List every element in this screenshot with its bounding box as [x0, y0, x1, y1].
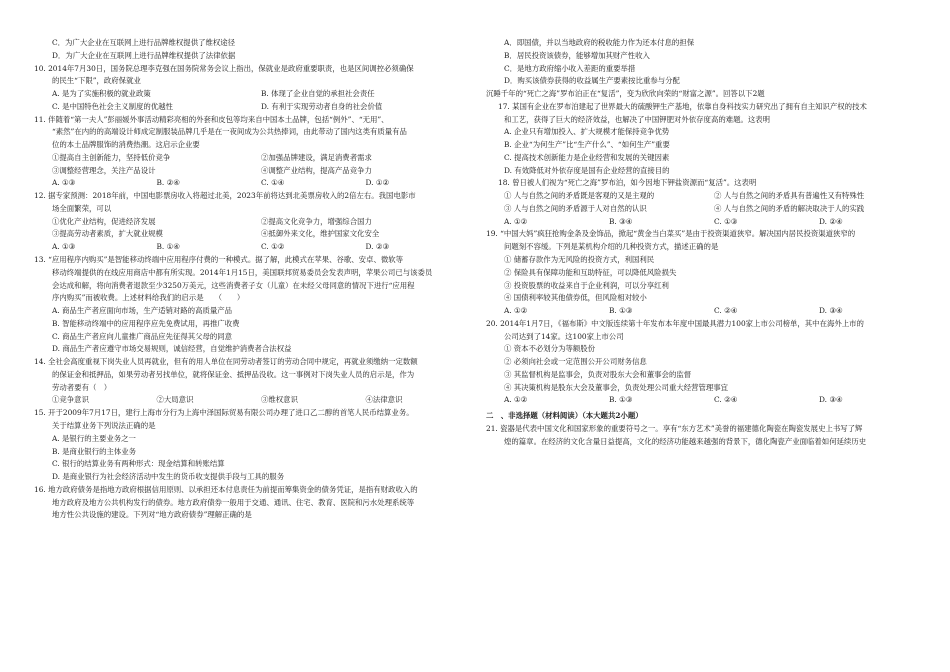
q20-option-c: C. ②④ — [714, 395, 738, 405]
q21-stem-line: 煌的篇章。在经济的文化含量日益提高，文化的经济功能越来越强的背景下，德化陶瓷产业面临着如何延续历史 — [504, 436, 867, 446]
q12-options-row — [34, 242, 470, 252]
q19-option-c: C. ②④ — [714, 306, 738, 316]
q14-stem-line: 的保证金和抵押品，如果劳动者另找单位，就将保证金、抵押品没收。这一事例对下岗失业人员的启示是，作为 — [52, 369, 415, 379]
q16-stem-line: 地方政府及地方公共机构发行的债券。地方政府债券一般用于交通、通讯、住宅、教育、医院和污水处理系统等 — [52, 497, 415, 507]
q13-stem-line: 序内购买”而被收费。上述材料给我们的启示是 （ ） — [52, 293, 245, 303]
q15-option-c: C. 银行的结算业务有两种形式：现金结算和转账结算 — [52, 459, 225, 469]
q18-item-3: ③ 人与自然之间的矛盾源于人对自然的认识 — [504, 203, 647, 213]
q14-option-4: ④法律意识 — [365, 395, 403, 405]
question-20 — [486, 319, 924, 405]
q10-options-row — [34, 102, 470, 112]
q17-stem-line: 和工艺，获得了巨大的经济效益，也解决了中国钾肥对外依存度高的难题。这表明 — [504, 114, 771, 124]
question-15 — [34, 408, 470, 482]
q20-item-3: ③ 其监督机构是监事会，负责对股东大会和董事会的监督 — [504, 369, 692, 379]
q10-option-c: C. 是中国特色社会主义制度的优越性 — [52, 101, 173, 111]
q11-stem-line: 11. 伴随着“第一夫人”彭丽媛外事活动精彩亮相的外套和皮包等均来自中国本土品牌，包括“例外”、“无用”、 — [34, 114, 389, 124]
q18-item-1: ① 人与自然之间的矛盾既是客观的又是主观的 — [504, 191, 655, 201]
q10-stem-line: 10. 2014年7月30日，国务院总理李克强在国务院常务会议上指出，保就业是政府重要职责，也是区间调控必须确保 — [34, 63, 414, 73]
q18-options-row — [486, 217, 924, 227]
q15-stem-line: 15. 开于2009年7月17日，建行上海市分行为上海中泽国际贸易有限公司办理了进口乙二醇的首笔人民币结算业务。 — [34, 408, 414, 418]
q10-option-a: A. 是为了实施积极的就业政策 — [52, 89, 151, 99]
q16-option-b: B．居民投资该债券，能够增加其财产性收入 — [504, 50, 650, 60]
question-13 — [34, 255, 470, 354]
question-17 — [486, 102, 924, 176]
q12-option-d: D. ②③ — [365, 242, 390, 252]
right-column — [486, 38, 924, 450]
q18-option-a: A. ①② — [504, 216, 528, 226]
q10-option-b: B. 体现了企业自觉的承担社会责任 — [261, 89, 375, 99]
q18-option-d: D. ②④ — [819, 216, 843, 226]
q14-stem-line: 14. 全社会高度重视下岗失业人员再就业，但有的用人单位在同劳动者签订的劳动合同中规定，再就业须缴纳一定数额 — [34, 357, 418, 367]
q19-options-row — [486, 306, 924, 316]
q12-item-2: ②提高文化竞争力，增强综合国力 — [261, 216, 372, 226]
question-11 — [34, 115, 470, 189]
q20-options-row — [486, 395, 924, 405]
q12-items-row — [34, 217, 470, 227]
q13-stem-line: 会达成和解，将向消费者退款至少3250万美元，这些消费者子女（儿童）在未经父母同意的情况下进行“应用程 — [52, 280, 415, 290]
q11-option-c: C. ①④ — [261, 178, 285, 188]
q12-stem-line: 场全面繁荣，可以 — [52, 203, 112, 213]
q14-option-2: ②大局意识 — [156, 395, 194, 405]
q16-option-d: D．购买该债券获得的收益属生产要素按比重参与分配 — [504, 76, 680, 86]
q11-option-b: B. ②④ — [156, 178, 180, 188]
q12-item-4: ④抵御外来文化，维护国家文化安全 — [261, 229, 380, 239]
q18-option-b: B. ③④ — [609, 216, 633, 226]
q13-option-b: B. 智能移动终端中的应用程序应先免费试用，再推广收费 — [52, 318, 240, 328]
q17-option-b: B. 企业“为何生产”比“生产什么”、“如何生产”重要 — [504, 140, 670, 150]
q10-options-row — [34, 89, 470, 99]
q12-item-1: ①优化产业结构，促进经济发展 — [52, 216, 156, 226]
q11-items-row — [34, 153, 470, 163]
q18-option-c: C. ①③ — [714, 216, 738, 226]
q19-item-3: ③ 投资股票的收益来自于企业利润，可以分享红利 — [504, 280, 669, 290]
q16-option-a: A．即国债，并以当地政府的税收能力作为还本付息的担保 — [504, 38, 695, 47]
q19-stem-line: 问题刻不容缓。下列是某机构介绍的几种投资方式，描述正确的是 — [504, 242, 719, 252]
q15-stem-line: 关于结算业务下列说法正确的是 — [52, 420, 156, 430]
q11-item-3: ③调整经营理念，关注产品设计 — [52, 165, 156, 175]
q20-item-1: ① 资本不必划分为等额股份 — [504, 344, 596, 354]
q9-option-c: C．为广大企业在互联网上进行品牌维权提供了维权途径 — [52, 38, 236, 47]
q19-stem-line: 19. “中国大妈”疯狂抢购金条及金饰品，掀起“黄金当白菜买”是由于投资渠道狭窄。解决国内居民投资渠道狭窄的 — [486, 229, 856, 239]
q10-option-d: D. 有利于实现劳动者自身的社会价值 — [261, 101, 383, 111]
q15-option-a: A. 是银行的主要业务之一 — [52, 433, 136, 443]
q19-item-4: ④ 国债利率较其他债券低，但风险相对较小 — [504, 293, 647, 303]
q16-stem-line: 地方性公共设施的建设。下列对“地方政府债券”理解正确的是 — [52, 510, 252, 520]
q20-option-d: D. ③④ — [819, 395, 843, 405]
q18-items-row — [486, 191, 924, 201]
q20-option-b: B. ①③ — [609, 395, 633, 405]
q18-item-4: ④ 人与自然之间的矛盾的解决取决于人的实践 — [714, 203, 865, 213]
q14-stem-line: 劳动者要有（ ） — [52, 382, 112, 392]
question-21 — [486, 424, 924, 447]
q14-option-3: ③维权意识 — [261, 395, 298, 405]
q13-stem-line: 13. “应用程序内购买”是智能移动终端中应用程序付费的一种模式。据了解，此模式在苹果、谷歌、安卓、微软等 — [34, 255, 404, 265]
q19-option-a: A. ①② — [504, 306, 528, 316]
q21-stem-line: 21. 瓷器是代表中国文化和国家形象的重要符号之一。享有“东方艺术”美誉的福建德化陶瓷在陶瓷发展史上书写了辉 — [486, 423, 863, 433]
question-16-tail — [486, 38, 924, 86]
q18-item-2: ② 人与自然之间的矛盾具有普遍性又有特殊性 — [714, 191, 865, 201]
q13-option-a: A. 商品生产者应面向市场，生产适销对路的高质量产品 — [52, 306, 233, 316]
q20-stem-line: 20. 2014年1月7日，《福布斯》中文版连续第十年发布本年度中国最具潜力100家上市公司榜单，其中在海外上市的 — [486, 318, 864, 328]
q18-items-row — [486, 204, 924, 214]
q12-item-3: ③提高劳动者素质，扩大就业规模 — [52, 229, 163, 239]
q14-options-row — [34, 395, 470, 405]
q19-option-b: B. ①③ — [609, 306, 633, 316]
q15-option-d: D. 是商业银行为社会经济活动中发生的货币收支提供手段与工具的服务 — [52, 472, 285, 482]
q11-option-d: D. ①② — [365, 178, 390, 188]
q16-stem-line: 16. 地方政府债务是指地方政府根据信用原则、以承担还本付息责任为前提而筹集资金的债务凭证，是指有财政收入的 — [34, 484, 418, 494]
q11-option-a: A. ①③ — [52, 178, 76, 188]
question-18 — [486, 178, 924, 226]
question-10 — [34, 64, 470, 112]
q11-item-2: ②加强品牌建设，满足消费者需求 — [261, 152, 372, 162]
question-9-tail — [34, 38, 470, 61]
q12-option-b: B. ①④ — [156, 242, 180, 252]
q12-option-a: A. ①③ — [52, 242, 76, 252]
question-16 — [34, 485, 470, 520]
q12-stem-line: 12. 据专家预测：2018年前，中国电影票房收入将超过北美，2023年前将达到北美票房收入的2倍左右。我国电影市 — [34, 191, 416, 201]
q12-items-row — [34, 229, 470, 239]
q13-stem-line: 移动终端提供的在线应用商店中都有所实现。2014年1月15日，美国联邦贸易委员会发表声明，苹果公司已与该委员 — [52, 267, 433, 277]
q19-item-2: ② 保险具有保障功能和互助特征，可以降低风险损失 — [504, 267, 677, 277]
q11-stem-line: “素然”在内的的高端设计师成定制服装品牌几乎是在一夜间成为公共热捧词，由此带动了国内这类有质量有品 — [52, 127, 407, 137]
q10-stem-line: 的民生“下限”，政府保就业 — [52, 76, 141, 86]
q15-option-b: B. 是商业银行的主体业务 — [52, 446, 137, 456]
q11-items-row — [34, 166, 470, 176]
q14-option-1: ①竞争意识 — [52, 395, 89, 405]
q19-item-1: ① 储蓄存款作为无风险的投资方式，利国利民 — [504, 255, 655, 265]
q11-options-row — [34, 178, 470, 188]
q17-option-a: A. 企业只有增加投入、扩大规模才能保持竞争优势 — [504, 127, 670, 137]
question-12 — [34, 191, 470, 252]
left-column — [34, 38, 470, 523]
q12-option-c: C. ①② — [261, 242, 285, 252]
q19-option-d: D. ③④ — [819, 306, 843, 316]
q17-option-d: D. 有效降低对外依存度是国有企业经营的直接目的 — [504, 165, 670, 175]
q20-item-4: ④ 其决策机构是股东大会及董事会，负责处理公司重大经营管理事宜 — [504, 382, 729, 392]
section-2-title: 二 、非选择题（材料阅读）（本大题共2小题） — [486, 411, 643, 421]
q18-stem-line: 18. 曾日被人们视为“死亡之海”罗布泊，如今因地下钾盐资源而“复活”。这表明 — [498, 178, 757, 188]
q20-option-a: A. ①② — [504, 395, 528, 405]
q16-option-c: C．是地方政府缩小收入差距的重要举措 — [504, 63, 636, 73]
question-19 — [486, 229, 924, 315]
material-lead: 沉睡千年的“死亡之海”罗布泊正在“复活”，变为欣欣向荣的“财富之源”。回答以下2题 — [486, 89, 765, 99]
q11-item-4: ④调整产业结构，提高产品竞争力 — [261, 165, 372, 175]
q17-stem-line: 17. 某国有企业在罗布泊建起了世界最大的硫酸钾生产基地，依靠自身科技实力研究出了拥有自主知识产权的技术 — [498, 101, 867, 111]
q11-item-1: ①提高自主创新能力，坚持低价竞争 — [52, 152, 171, 162]
question-14 — [34, 357, 470, 405]
q13-option-d: D. 商品生产者应遵守市场交易规则，诚信经营，自觉维护消费者合法权益 — [52, 344, 292, 354]
q20-stem-line: 公司达到了14家。这100家上市公司 — [504, 331, 624, 341]
q11-stem-line: 位的本土品牌服饰的消费热潮。这启示企业要 — [52, 140, 200, 150]
q20-item-2: ② 必须向社会或一定范围公开公司财务信息 — [504, 357, 647, 367]
q9-option-d: D．为广大企业在互联网上进行品牌维权提供了法律依据 — [52, 50, 236, 60]
q13-option-c: C. 商品生产者应向儿童推广商品应先征得其父母的同意 — [52, 331, 233, 341]
q17-option-c: C. 提高技术创新能力是企业经营和发展的关键因素 — [504, 152, 670, 162]
